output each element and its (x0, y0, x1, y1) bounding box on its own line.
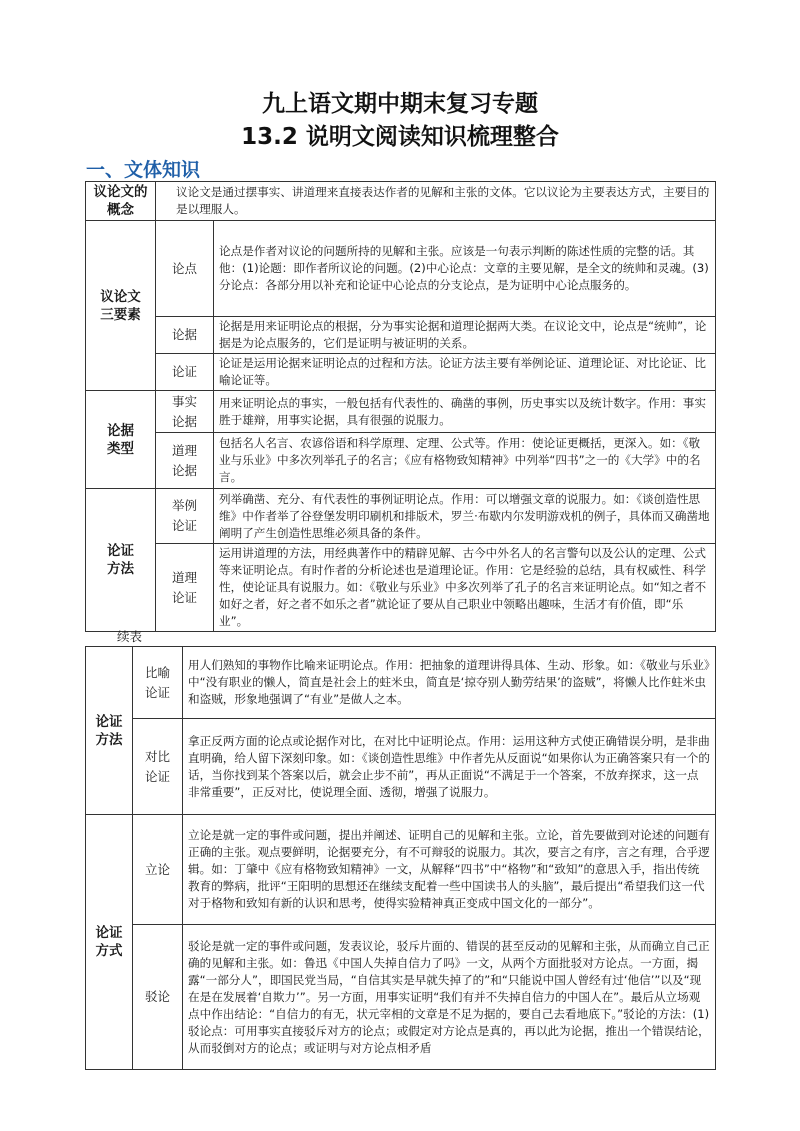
table-row (86, 719, 716, 815)
section-heading: 一、文体知识 (86, 159, 201, 181)
table-row (86, 544, 716, 632)
sub-label: 事实论据 (156, 391, 214, 433)
sub-label: 论证 (156, 354, 214, 391)
sub-label: 道理论证 (156, 544, 214, 632)
knowledge-table-2 (85, 646, 716, 1070)
cell-text: 论据是用来证明论点的根据，分为事实论据和道理论据两大类。在议论文中，论点是“统帅”，论据是为论点服务的，它们是证明与被证明的关系。 (214, 317, 716, 354)
row-label-elements: 议论文三要素 (86, 221, 156, 391)
cell-text: 拿正反两方面的论点或论据作对比，在对比中证明论点。作用：运用这种方式使正确错误分明，是非曲直明确，给人留下深刻印象。如：《谈创造性思维》中作者先从反面说“如果你认为正确答案只有一个的话，当你找到某个答案以后，就会止步不前”，再从正面说“不满足于一个答案，不放弃探求，这一点非常重要”，正反对比，使说理全面、透彻，增强了说服力。 (183, 719, 716, 815)
cell-text: 包括名人名言、农谚俗语和科学原理、定理、公式等。作用：使论证更概括，更深入。如：《敬业与乐业》中多次列举孔子的名言；《应有格物致知精神》中列举“四书”之一的《大学》中的名言。 (214, 433, 716, 489)
cell-text: 驳论是就一定的事件或问题，发表议论，驳斥片面的、错误的甚至反动的见解和主张，从而确立自己正确的见解和主张。如：鲁迅《中国人失掉自信力了吗》一文，从两个方面批驳对方论点。一方面，揭露“一部分人”，即国民党当局，“自信其实是早就失掉了的”和“只能说中国人曾经有过‘他信’”以及“现在是在发展着‘自欺力’”。另一方面，用事实证明“我们有并不失掉自信力的中国人在”。最后从立场观点中作出结论：“自信力的有无，状元宰相的文章是不足为据的，要自己去看地底下。”驳论的方法：(1)驳论点：可用事实直接驳斥对方的论点；或假定对方论点是真的，再以此为论据，推出一个错误结论，从而驳倒对方的论点；或证明与对方论点相矛盾 (183, 925, 716, 1070)
cell-text: 立论是就一定的事件或问题，提出并阐述、证明自己的见解和主张。立论，首先要做到对论述的问题有正确的主张。观点要鲜明，论据要充分，有不可辩驳的说服力。其次，要言之有序，言之有理，合乎逻辑。如：丁肇中《应有格物致知精神》一文，从解释“四书”中“格物”和“致知”的意思入手，指出传统教育的弊病，批评“王阳明的思想还在继续支配着一些中国读书人的头脑”，最后提出“希望我们这一代对于格物和致知有新的认识和思考，使得实验精神真正变成中国文化的一部分”。 (183, 815, 716, 925)
table-row (86, 221, 716, 317)
table-row (86, 391, 716, 433)
page-subtitle: 13.2 说明文阅读知识梳理整合 (241, 124, 559, 150)
table-row (86, 354, 716, 391)
row-label-methods-cont: 论证方法 (86, 647, 133, 815)
cell-text: 运用讲道理的方法，用经典著作中的精辟见解、古今中外名人的名言警句以及公认的定理、公式等来证明论点。有时作者的分析论述也是道理论证。作用：它是经验的总结，具有权威性、科学性，使论证具有说服力。如：《敬业与乐业》中多次列举了孔子的名言来证明论点。如“知之者不如好之者，好之者不如乐之者”就论证了要从自己职业中领略出趣味，生活才有价值，即“乐业”。 (214, 544, 716, 632)
table-row (86, 489, 716, 544)
row-label-modes: 论证方式 (86, 815, 133, 1070)
cell-text: 用人们熟知的事物作比喻来证明论点。作用：把抽象的道理讲得具体、生动、形象。如：《敬业与乐业》中“没有职业的懒人，简直是社会上的蛀米虫，简直是‘掠夺别人勤劳结果’的盗贼”，将懒人比作蛀米虫和盗贼，形象地强调了“有业”是做人之本。 (183, 647, 716, 719)
sub-label: 比喻论证 (133, 647, 183, 719)
table-row (86, 647, 716, 719)
table-row (86, 433, 716, 489)
cell-text: 论点是作者对议论的问题所持的见解和主张。应该是一句表示判断的陈述性质的完整的话。其他：(1)论题：即作者所议论的问题。(2)中心论点：文章的主要见解，是全文的统帅和灵魂。(3)分论点：各部分用以补充和论证中心论点的分支论点，是为证明中心论点服务的。 (214, 221, 716, 317)
table-row (86, 925, 716, 1070)
sub-label: 论据 (156, 317, 214, 354)
sub-label: 驳论 (133, 925, 183, 1070)
continued-label: 续表 (117, 629, 143, 644)
table-row (86, 182, 716, 221)
cell-text: 列举确凿、充分、有代表性的事例证明论点。作用：可以增强文章的说服力。如：《谈创造性思维》中作者举了谷登堡发明印刷机和排版术，罗兰·布歇内尔发明游戏机的例子，具体而又确凿地阐明了产生创造性思维必须具备的条件。 (214, 489, 716, 544)
sub-label: 论点 (156, 221, 214, 317)
row-label-evidence-types: 论据类型 (86, 391, 156, 489)
sub-label: 对比论证 (133, 719, 183, 815)
row-label-methods: 论证方法 (86, 489, 156, 632)
row-label-concept: 议论文的概念 (86, 182, 156, 221)
sub-label: 举例论证 (156, 489, 214, 544)
cell-text: 论证是运用论据来证明论点的过程和方法。论证方法主要有举例论证、道理论证、对比论证、比喻论证等。 (214, 354, 716, 391)
knowledge-table-1 (85, 181, 716, 632)
sub-label: 道理论据 (156, 433, 214, 489)
concept-text: 议论文是通过摆事实、讲道理来直接表达作者的见解和主张的文体。它以议论为主要表达方式，主要目的是以理服人。 (156, 182, 716, 221)
cell-text: 用来证明论点的事实，一般包括有代表性的、确凿的事例，历史事实以及统计数字。作用：事实胜于雄辩，用事实论据，具有很强的说服力。 (214, 391, 716, 433)
table-row (86, 317, 716, 354)
table-row (86, 815, 716, 925)
page-title: 九上语文期中期末复习专题 (262, 91, 538, 117)
sub-label: 立论 (133, 815, 183, 925)
